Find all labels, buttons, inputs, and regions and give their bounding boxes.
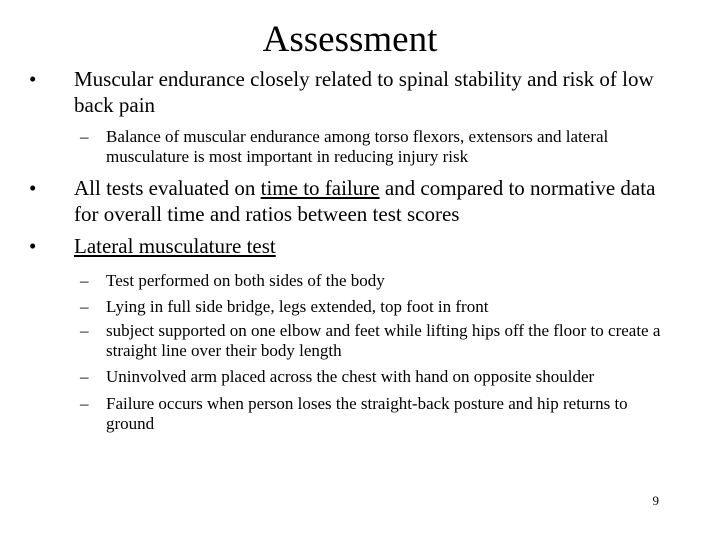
subbullet-failure <box>26 394 666 434</box>
subbullet-text: subject supported on one elbow and feet while lifting hips off the floor to create a straight line over their body length <box>106 321 661 360</box>
subbullet-both-sides <box>26 269 666 293</box>
bullet-text-pre: All tests evaluated on <box>74 176 261 200</box>
subbullet-uninvolved-arm <box>26 367 666 387</box>
bullet-lateral-test <box>26 233 666 259</box>
subbullet-marker: – <box>80 321 89 340</box>
bullet-text: Muscular endurance closely related to spinal stability and risk of low back pain <box>74 67 654 117</box>
subbullet-text: Uninvolved arm placed across the chest with hand on opposite shoulder <box>106 367 595 386</box>
slide-title: Assessment <box>262 19 438 60</box>
subbullet-text: Balance of muscular endurance among torso flexors, extensors and lateral musculature is most important in reducing injury risk <box>106 127 609 166</box>
subbullet-marker: – <box>80 367 89 386</box>
bullet-marker: • <box>29 176 37 200</box>
bullet-text-post: and compared to normative data for overall time and ratios between test scores <box>74 176 656 226</box>
subbullet-text: Lying in full side bridge, legs extended, top foot in front <box>106 297 489 316</box>
subbullet-text: Test performed on both sides of the body <box>106 271 385 290</box>
subbullet-balance <box>26 127 666 167</box>
subbullet-marker: – <box>80 127 89 146</box>
bullet-muscular-endurance <box>26 66 666 118</box>
subbullet-marker: – <box>80 394 89 413</box>
page-number: 9 <box>652 493 659 508</box>
lateral-musculature-link[interactable]: Lateral musculature test <box>74 234 276 258</box>
subbullet-text: Failure occurs when person loses the straight-back posture and hip returns to ground <box>106 394 628 433</box>
time-to-failure-link[interactable]: time to failure <box>260 176 380 200</box>
subbullet-side-bridge <box>26 295 666 319</box>
subbullet-marker: – <box>80 297 89 316</box>
slide-body <box>26 66 666 434</box>
bullet-marker: • <box>29 234 37 258</box>
bullet-marker: • <box>29 67 37 91</box>
subbullet-marker: – <box>80 271 89 290</box>
bullet-all-tests <box>26 175 666 227</box>
subbullet-supported <box>26 321 666 361</box>
